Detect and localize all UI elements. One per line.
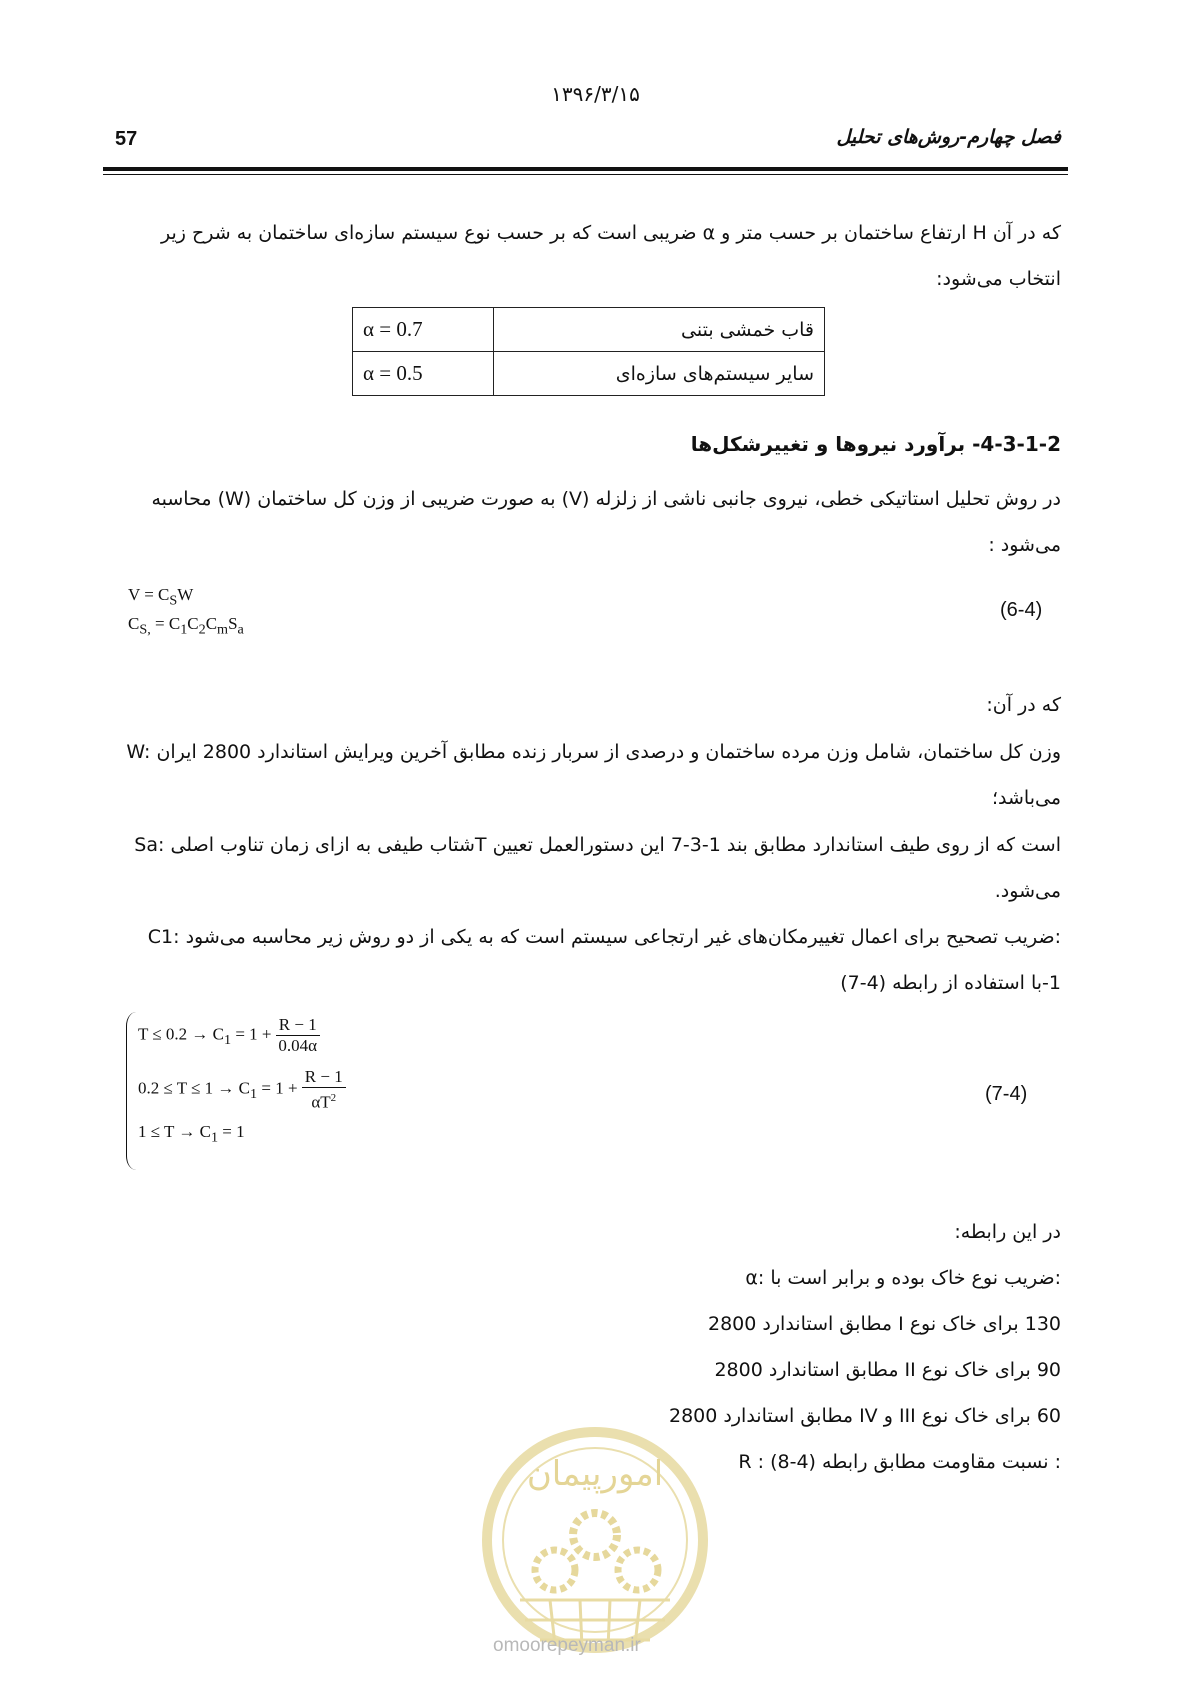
soil-type-2: 90 برای خاک نوع II مطابق استاندارد 2800 xyxy=(714,1359,1061,1381)
equation-number-7-4: (7-4) xyxy=(985,1083,1028,1105)
watermark-logo-text: امورپیمان xyxy=(526,1454,664,1494)
alpha-value: α = 0.5 xyxy=(353,352,494,396)
alpha-definition: α: ضریب نوع خاک بوده و برابر است با: xyxy=(745,1267,1061,1289)
c1-definition-line-1: C1: ضریب تصحیح برای اعمال تغییرمکان‌های غیر ارتجاعی سیستم است که به یکی از دو روش زیر محاسبه می‌شود: xyxy=(147,926,1061,948)
equation-7-4-case-2: $0.2 \le T \le 1 \to C_1 = 1$ + $\frac{R - 1}{\alpha T^2}$ xyxy=(138,1067,346,1113)
equation-number-6-4: (6-4) xyxy=(1000,599,1043,621)
c1-definition-line-2: 1-با استفاده از رابطه (4-7) xyxy=(840,972,1061,994)
table-row xyxy=(353,308,825,352)
page-number: 57 xyxy=(115,128,138,150)
alpha-table xyxy=(352,307,825,396)
r-definition: R : نسبت مقاومت مطابق رابطه (4-8) : xyxy=(738,1451,1061,1473)
where-label-1: که در آن: xyxy=(986,694,1061,716)
system-label: سایر سیستم‌های سازه‌ای xyxy=(494,352,825,396)
table-row xyxy=(353,352,825,396)
para1-line-2: می‌شود : xyxy=(988,534,1061,556)
where-label-2: در این رابطه: xyxy=(954,1221,1061,1243)
header-date: ۱۳۹۶/۳/۱۵ xyxy=(551,82,640,106)
w-definition-line-2: می‌باشد؛ xyxy=(991,787,1061,809)
chapter-title: فصل چهارم-روش‌های تحلیل xyxy=(836,126,1061,148)
equation-7-4 xyxy=(0,1015,600,1165)
equation-7-4-case-3: $1 \le T \to C_1 = 1$ xyxy=(138,1122,245,1146)
alpha-value: α = 0.7 xyxy=(353,308,494,352)
system-label: قاب خمشی بتنی xyxy=(494,308,825,352)
equation-7-4-case-1: $T \le 0.2 \to C_1 = 1$ + $\frac{R - 1}{0.04\alpha}$ xyxy=(138,1015,320,1056)
watermark-url: omoorepeyman.ir xyxy=(493,1635,641,1656)
soil-type-1: 130 برای خاک نوع I مطابق استاندارد 2800 xyxy=(708,1313,1061,1335)
intro-line-1: که در آن H ارتفاع ساختمان بر حسب متر و α ضریبی است که بر حسب نوع سیستم سازه‌ای ساختمان به شرح زیر xyxy=(161,222,1061,244)
para1-line-1: در روش تحلیل استاتیکی خطی، نیروی جانبی ناشی از زلزله (V) به صورت ضریبی از وزن کل ساختمان (W) محاسبه xyxy=(151,488,1061,510)
intro-line-2: انتخاب می‌شود: xyxy=(936,268,1061,290)
sa-definition-line-2: می‌شود. xyxy=(994,880,1061,902)
sa-definition-line-1: Sa: شتاب طیفی به ازای زمان تناوب اصلیT است که از روی طیف استاندارد مطابق بند 1-3-7 این دستورالعمل تعیین xyxy=(134,834,1061,856)
header-rule-thin xyxy=(103,174,1068,175)
section-heading: 4-3-1-2- برآورد نیروها و تغییرشکل‌ها xyxy=(690,432,1061,456)
w-definition-line-1: W: وزن کل ساختمان، شامل وزن مرده ساختمان و درصدی از سربار زنده مطابق آخرین ویرایش استاندارد 2800 ایران xyxy=(126,741,1061,763)
header-rule-thick xyxy=(103,167,1068,171)
soil-type-3: 60 برای خاک نوع III و IV مطابق استاندارد 2800 xyxy=(669,1405,1061,1427)
equation-6-4-line-2: $C_{S,} = C_1C_2C_mS_a$ xyxy=(128,614,244,638)
equation-6-4-line-1: $V = C_SW$ xyxy=(128,585,194,609)
